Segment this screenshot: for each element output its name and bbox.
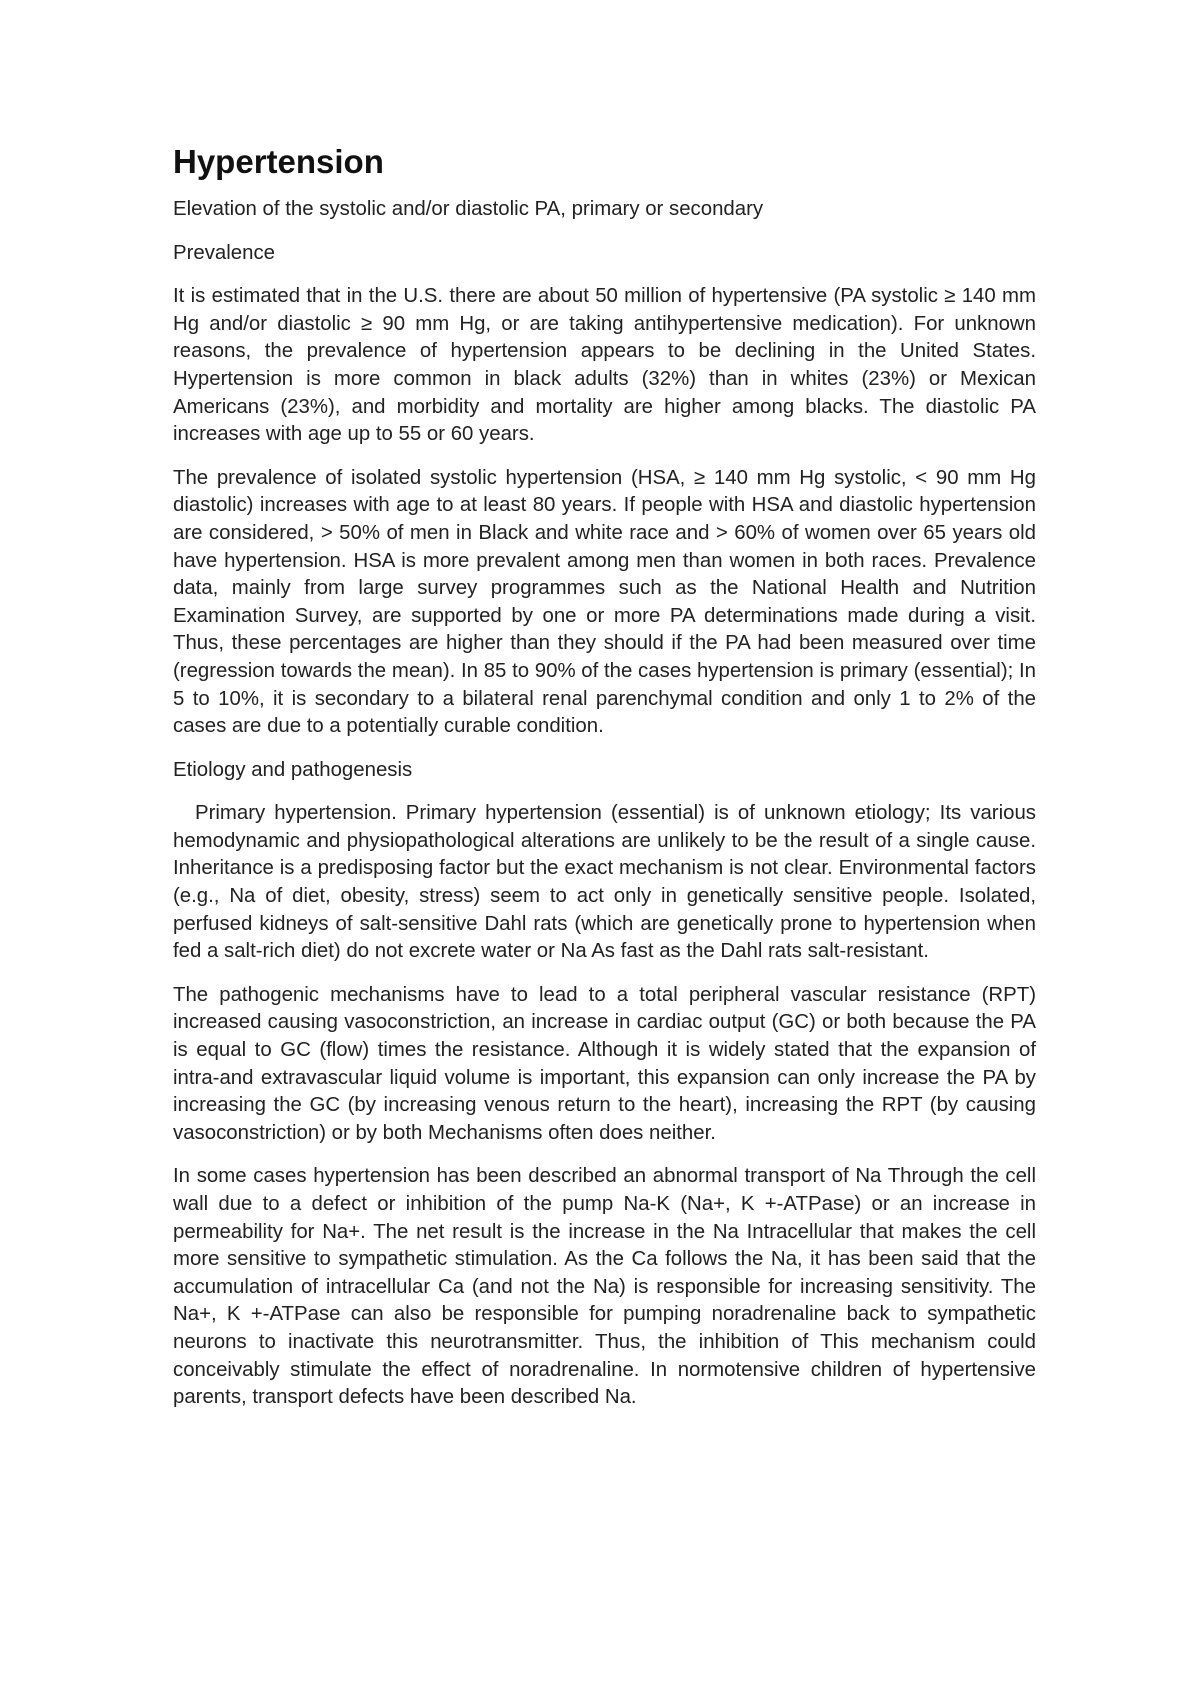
paragraph-etiology-2: The pathogenic mechanisms have to lead to a total peripheral vascular resistance (RPT) increased causing vasoconstriction, an increase in cardiac output (GC) or both because the PA is equal to GC (flow) times the resistance. Although it is widely stated that the expansion of intra-and extravascular liquid volume is important, this expansion can only increase the PA by increasing the GC (by increasing venous return to the heart), increasing the RPT (by causing vasoconstriction) or by both Mechanisms often does neither.: [173, 983, 1036, 1144]
paragraph-prevalence-2: The prevalence of isolated systolic hypertension (HSA, ≥ 140 mm Hg systolic, < 90 mm Hg diastolic) increases with age to at least 80 years. If people with HSA and diastolic hypertension are considered, > 50% of men in Black and white race and > 60% of women over 65 years old have hypertension. HSA is more prevalent among men than women in both races. Prevalence data, mainly from large survey programmes such as the National Health and Nutrition Examination Survey, are supported by one or more PA determinations made during a visit. Thus, these percentages are higher than they should if the PA had been measured over time (regression towards the mean). In 85 to 90% of the cases hypertension is primary (essential); In 5 to 10%, it is secondary to a bilateral renal parenchymal condition and only 1 to 2% of the cases are due to a potentially curable condition.: [173, 466, 1036, 738]
paragraph-etiology-3: In some cases hypertension has been described an abnormal transport of Na Through the cell wall due to a defect or inhibition of the pump Na-K (Na+, K +-ATPase) or an increase in permeability for Na+. The net result is the increase in the Na Intracellular that makes the cell more sensitive to sympathetic stimulation. As the Ca follows the Na, it has been said that the accumulation of intracellular Ca (and not the Na) is responsible for increasing sensitivity. The Na+, K +-ATPase can also be responsible for pumping noradrenaline back to sympathetic neurons to inactivate this neurotransmitter. Thus, the inhibition of This mechanism could conceivably stimulate the effect of noradrenaline. In normotensive children of hypertensive parents, transport defects have been described Na.: [173, 1165, 1036, 1409]
section-heading-prevalence: Prevalence: [173, 241, 276, 264]
subtitle: Elevation of the systolic and/or diastolic PA, primary or secondary: [173, 198, 764, 220]
paragraph-etiology-1: Primary hypertension. Primary hypertension (essential) is of unknown etiology; Its various hemodynamic and physiopathological alterations are unlikely to be the result of a single cause. Inheritance is a predisposing factor but the exact mechanism is not clear. Environmental factors (e.g., Na of diet, obesity, stress) seem to act only in genetically sensitive people. Isolated, perfused kidneys of salt-sensitive Dahl rats (which are genetically prone to hypertension when fed a salt-rich diet) do not excrete water or Na As fast as the Dahl rats salt-resistant.: [173, 802, 1036, 963]
paragraph-prevalence-1: It is estimated that in the U.S. there are about 50 million of hypertensive (PA systolic ≥ 140 mm Hg and/or diastolic ≥ 90 mm Hg, or are taking antihypertensive medication). For unknown reasons, the prevalence of hypertension appears to be declining in the United States. Hypertension is more common in black adults (32%) than in whites (23%) or Mexican Americans (23%), and morbidity and mortality are higher among blacks. The diastolic PA increases with age up to 55 or 60 years.: [173, 285, 1036, 446]
document-page: [173, 142, 1036, 1428]
section-heading-etiology: Etiology and pathogenesis: [173, 758, 413, 781]
page-title: Hypertension: [173, 143, 384, 180]
